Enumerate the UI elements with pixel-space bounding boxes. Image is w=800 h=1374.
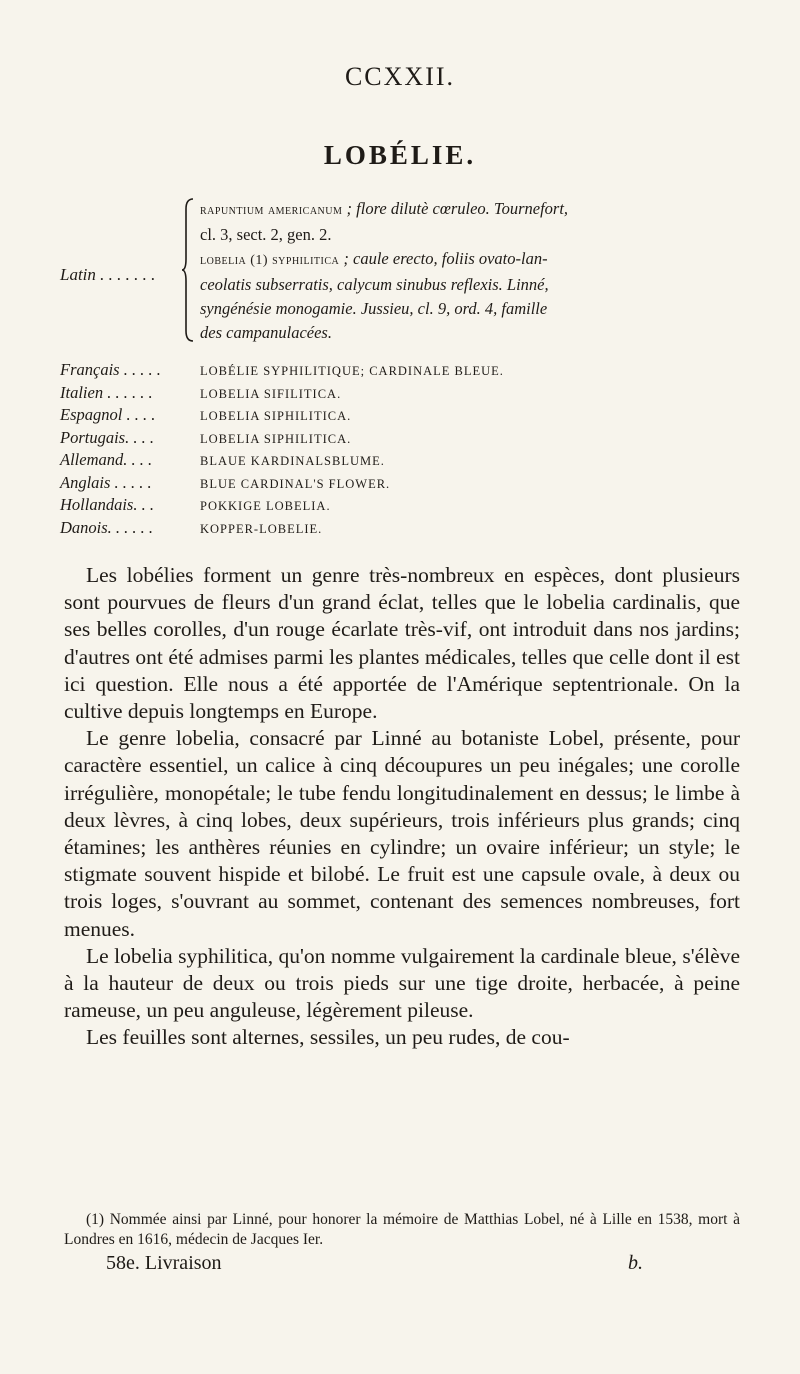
footnote: (1) Nommée ainsi par Linné, pour honorer la mémoire de Matthias Lobel, né à Lille en 1538, mort à Londres en 1616, médecin de Jacques Ier. [64, 1211, 740, 1248]
vernacular-name: LOBELIA SIPHILITICA. [200, 431, 352, 446]
language-label: Danois. . . . . . [60, 517, 154, 537]
paragraph-3: Le lobelia syphilitica, qu'on nomme vulgairement la cardinale bleue, s'élève à la hauteur de deux ou trois pieds sur une tige droite, herbacée, à peine rameuse, un peu anguleuse, légèrement pileuse. [64, 943, 740, 1023]
latin-line-4: ceolatis subserratis, calycum sinubus reflexis. Linné, [200, 275, 549, 294]
latin-desc-1: ; flore dilutè cœruleo. Tournefort, [342, 199, 569, 218]
latin-text [200, 197, 800, 345]
list-item [60, 450, 760, 473]
vernacular-name: LOBÉLIE SYPHILITIQUE; CARDINALE BLEUE. [200, 364, 504, 378]
list-item [60, 383, 760, 406]
language-label: Anglais . . . . . [60, 472, 152, 492]
plate-numeral: CCXXII. [344, 62, 456, 91]
list-item [60, 405, 760, 428]
paragraph-4: Les feuilles sont alternes, sessiles, un peu rudes, de cou- [86, 1025, 570, 1050]
paragraph-2: Le genre lobelia, consacré par Linné au botaniste Lobel, présente, pour caractère essentiel, un calice à cinq découpures un peu inégales; une corolle irrégulière, monopétale; le tube fendu longitudinalement en dessus; le limbe à deux lèvres, à cinq lobes, deux supérieurs, trois inférieurs plus grands; cinq étamines; les anthères réunies en cylindre; un ovaire inférieur; un style; le stigmate souvent hispide et bilobé. Le fruit est une capsule ovale, à deux ou trois loges, s'ouvrant au sommet, contenant des semences nombreuses, fort menues. [64, 726, 740, 941]
list-item [60, 428, 760, 451]
latin-desc-3: ; caule erecto, foliis ovato-lan- [339, 249, 548, 268]
latin-language-label: Latin . . . . . . . [60, 265, 156, 284]
signature-livraison: 58e. Livraison [106, 1252, 222, 1274]
language-label: Hollandais. . . [60, 495, 154, 514]
list-item [60, 473, 760, 496]
latin-name-1: rapuntium americanum [200, 203, 343, 218]
signature-mark: b. [628, 1252, 643, 1274]
paragraph-1: Les lobélies forment un genre très-nombreux en espèces, dont plusieurs sont pourvues de fleurs d'un grand éclat, telles que le lobelia cardinalis, que ses belles corolles, d'un rouge écarlate très-vif, ont introduit dans nos jardins; d'autres ont été admises parmi les plantes médicales, telles que celle dont il est ici question. Elle nous a été apportée de l'Amérique septentrionale. On la cultive depuis longtemps en Europe. [64, 563, 740, 724]
language-label: Allemand. . . . [60, 450, 153, 469]
latin-line-2: cl. 3, sect. 2, gen. 2. [200, 225, 332, 244]
body-text [64, 562, 740, 1052]
brace-icon [182, 197, 194, 343]
latin-synonymy [60, 197, 760, 342]
latin-line-6: des campanulacées. [200, 323, 332, 342]
page-title: LOBÉLIE. [323, 140, 477, 170]
vernacular-name: BLUE CARDINAL'S FLOWER. [200, 476, 391, 491]
vernacular-name: KOPPER-LOBELIE. [200, 521, 323, 536]
vernacular-name: LOBELIA SIPHILITICA. [200, 409, 352, 423]
list-item [60, 518, 760, 541]
language-label: Français . . . . . [60, 360, 161, 379]
vernacular-name: POKKIGE LOBELIA. [200, 499, 331, 513]
vernacular-names [60, 360, 760, 540]
language-label: Italien . . . . . . [60, 382, 153, 402]
vernacular-name: LOBELIA SIFILITICA. [200, 386, 342, 401]
latin-name-2: lobelia (1) syphilitica [200, 253, 340, 268]
latin-line-5: syngénésie monogamie. Jussieu, cl. 9, ord. 4, famille [200, 299, 548, 318]
list-item [60, 495, 760, 518]
language-label: Portugais. . . . [60, 427, 154, 447]
language-label: Espagnol . . . . [60, 405, 156, 424]
list-item [60, 360, 760, 383]
vernacular-name: BLAUE KARDINALSBLUME. [200, 454, 385, 468]
